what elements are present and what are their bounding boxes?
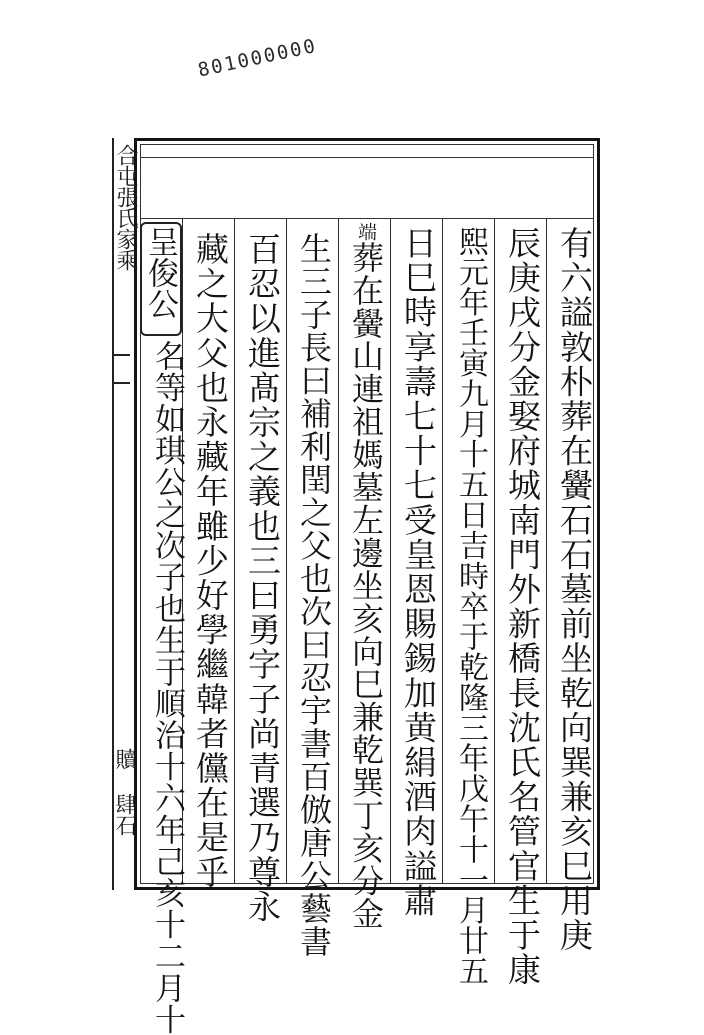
text-column-3: 熙元年壬寅九月十五日吉時卒于乾隆三年戊午十一月廿五 (453, 226, 488, 986)
text-column-5-body: 葬在黌山連祖媽墓左邊坐亥向巳兼乾巽丁亥分金 (347, 241, 385, 930)
text-column-4: 日巳時享壽七十七受皇恩賜錫加黄絹酒肉謚肅 (399, 226, 438, 918)
library-stamp-number: 801000000 (196, 34, 319, 82)
text-column-2: 辰庚戌分金娶府城南門外新橋長沈氏名管官生于康 (503, 226, 542, 988)
page-reference: 贖 肆石 (112, 748, 137, 835)
text-column-5 (341, 222, 391, 930)
text-column-5-prefix: 端 (355, 222, 377, 241)
text-column-6: 生三子長曰補利閏之父也次曰忍宇書百倣唐公藝書 (295, 232, 333, 958)
title-strip: 合屯張氏家乘 (113, 144, 138, 270)
text-column-7: 百忍以進髙宗之義也三曰勇字子尚青選乃尊永 (243, 232, 282, 924)
text-column-8: 藏之大父也永藏年雖少好學繼韓者儻在是乎 (191, 232, 230, 890)
name-box: 呈俊公 (140, 222, 182, 336)
library-stamp (196, 29, 355, 119)
title-strip-mark (114, 354, 130, 384)
text-column-9: 名等如琪公之次子也生于順治十六年己亥十二月十 (149, 340, 185, 1035)
header-band (140, 157, 594, 219)
text-column-1: 有六謚敦朴葬在黌石石墓前坐乾向巽兼亥巳用庚 (555, 226, 594, 953)
